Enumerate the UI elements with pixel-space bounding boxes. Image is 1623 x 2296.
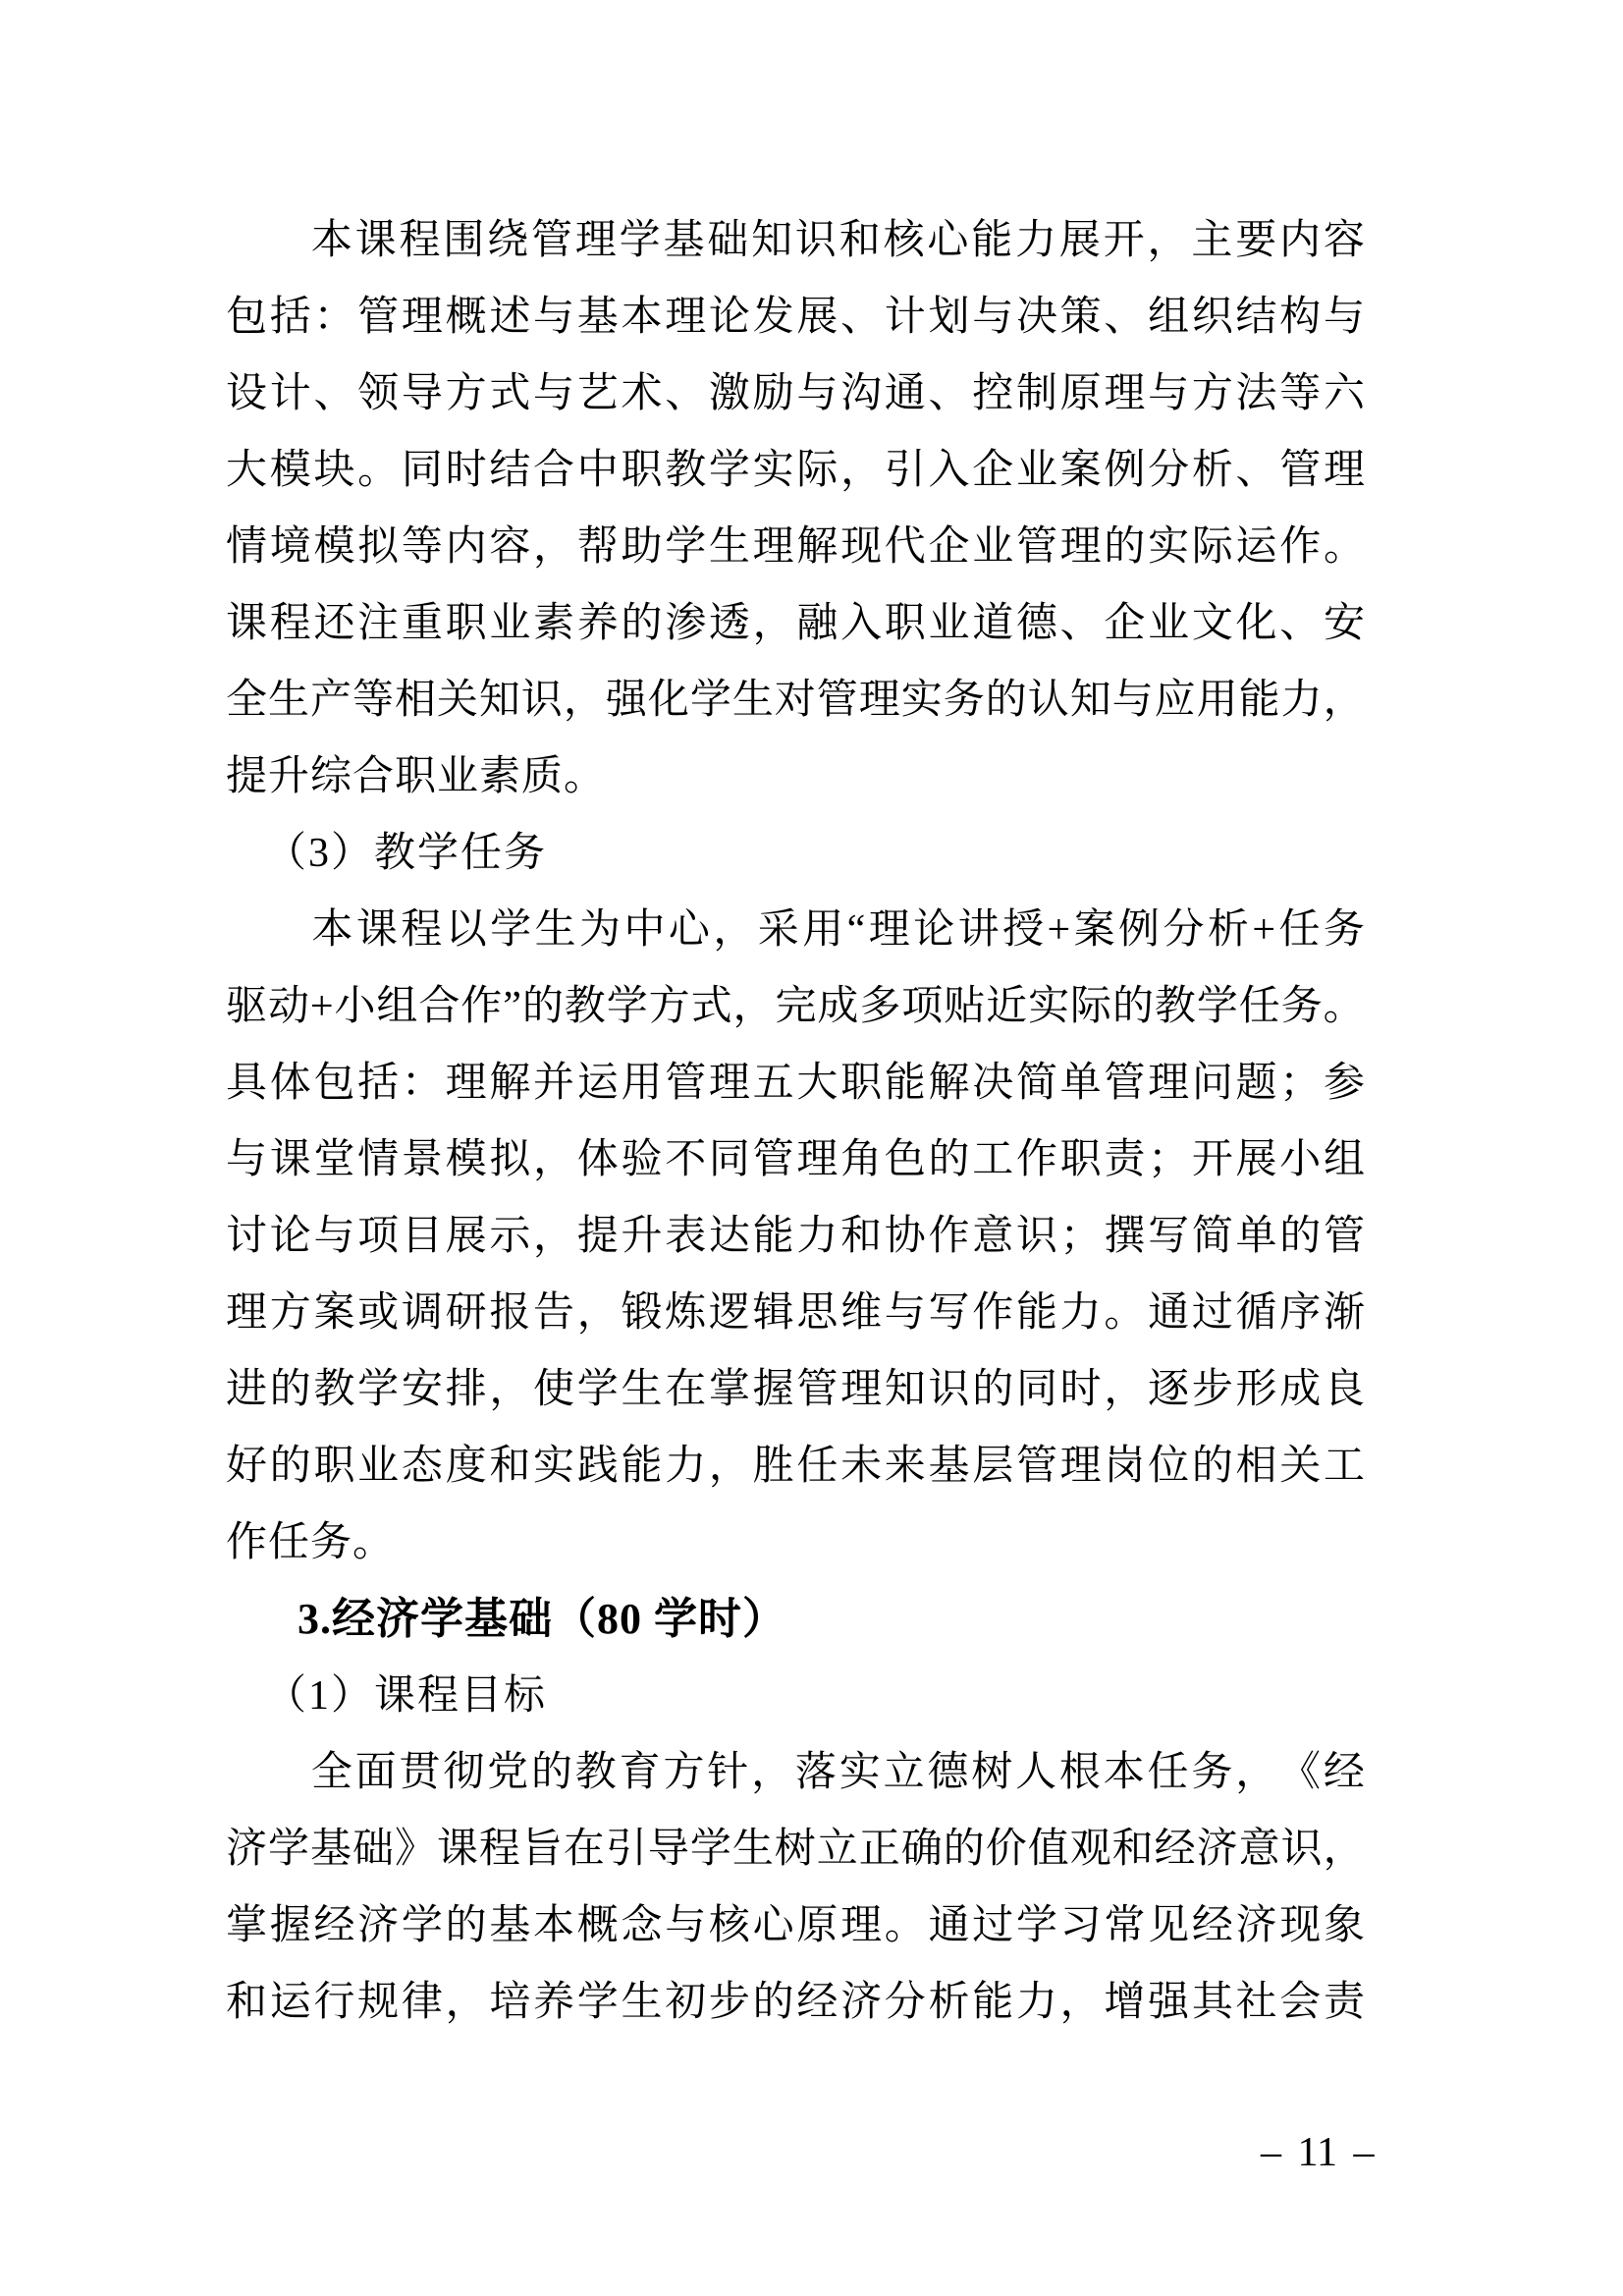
teaching-tasks-paragraph-line: 作任务。 [226, 1520, 396, 1565]
course-overview-paragraph-line: 本 课 程 围 绕 管 理 学 基 础 知 识 和 核 心 能 力 展 开 ， 主 要 内 容 [226, 202, 1365, 279]
teaching-tasks-paragraph-line: 驱 动 + 小 组 合 作 ” 的 教 学 方 式 ， 完 成 多 项 贴 近 实 际 的 教 学 任 务 。 [226, 984, 1365, 1029]
course-overview-paragraph-line: 情 境 模 拟 等 内 容 ， 帮 助 学 生 理 解 现 代 企 业 管 理 的 实 际 运 作 。 [226, 524, 1365, 570]
teaching-tasks-paragraph-line: 本 课 程 以 学 生 为 中 心 ， 采 用 “ 理 论 讲 授 + 案 例 分 析 + 任 务 [226, 892, 1365, 968]
teaching-tasks-subheading-line: （3）教学任务 [265, 831, 548, 876]
first-line-indent [226, 252, 308, 253]
page-number: – 11 – [1261, 2130, 1375, 2175]
first-line-indent [226, 942, 308, 943]
economics-course-heading-line: 3.经济学基础（80 学时） [298, 1595, 786, 1643]
teaching-tasks-paragraph-line: 与 课 堂 情 景 模 拟 ， 体 验 不 同 管 理 角 色 的 工 作 职 责 ； 开 展 小 组 [226, 1137, 1365, 1182]
text-column [226, 202, 1365, 2041]
course-overview-paragraph-line: 设 计 、 领 导 方 式 与 艺 术 、 激 励 与 沟 通 、 控 制 原 理 与 方 法 等 六 [226, 371, 1365, 416]
course-overview-paragraph-line: 包 括 ： 管 理 概 述 与 基 本 理 论 发 展 、 计 划 与 决 策 、 组 织 结 构 与 [226, 295, 1365, 340]
course-overview-paragraph-line: 全 生 产 等 相 关 知 识 ， 强 化 学 生 对 管 理 实 务 的 认 知 与 应 用 能 力 ， [226, 678, 1365, 723]
teaching-tasks-paragraph-line: 讨 论 与 项 目 展 示 ， 提 升 表 达 能 力 和 协 作 意 识 ； 撰 写 简 单 的 管 [226, 1214, 1365, 1259]
first-line-indent [226, 1784, 308, 1785]
teaching-tasks-paragraph-line: 进 的 教 学 安 排 ， 使 学 生 在 掌 握 管 理 知 识 的 同 时 ， 逐 步 形 成 良 [226, 1367, 1365, 1412]
course-overview-paragraph-line: 提升综合职业素质。 [226, 754, 607, 799]
economics-objective-paragraph-line: 济 学 基 础 》 课 程 旨 在 引 导 学 生 树 立 正 确 的 价 值 观 和 经 济 意 识 ， [226, 1827, 1365, 1872]
teaching-tasks-paragraph-line: 具 体 包 括 ： 理 解 并 运 用 管 理 五 大 职 能 解 决 简 单 管 理 问 题 ； 参 [226, 1061, 1365, 1106]
teaching-tasks-paragraph-line: 好 的 职 业 态 度 和 实 践 能 力 ， 胜 任 未 来 基 层 管 理 岗 位 的 相 关 工 [226, 1444, 1365, 1489]
economics-objective-paragraph-line: 掌 握 经 济 学 的 基 本 概 念 与 核 心 原 理 。 通 过 学 习 常 见 经 济 现 象 [226, 1903, 1365, 1948]
course-overview-paragraph-line: 课 程 还 注 重 职 业 素 养 的 渗 透 ， 融 入 职 业 道 德 、 企 业 文 化 、 安 [226, 601, 1365, 646]
economics-objective-paragraph-line: 全 面 贯 彻 党 的 教 育 方 针 ， 落 实 立 德 树 人 根 本 任 务 ， 《 经 [226, 1734, 1365, 1811]
teaching-tasks-paragraph-line: 理 方 案 或 调 研 报 告 ， 锻 炼 逻 辑 思 维 与 写 作 能 力 。 通 过 循 序 渐 [226, 1290, 1365, 1336]
course-overview-paragraph-line: 大 模 块 。 同 时 结 合 中 职 教 学 实 际 ， 引 入 企 业 案 例 分 析 、 管 理 [226, 448, 1365, 493]
economics-objective-paragraph-line: 和 运 行 规 律 ， 培 养 学 生 初 步 的 经 济 分 析 能 力 ， 增 强 其 社 会 责 [226, 1980, 1365, 2025]
course-objective-subheading-line: （1）课程目标 [265, 1673, 548, 1719]
